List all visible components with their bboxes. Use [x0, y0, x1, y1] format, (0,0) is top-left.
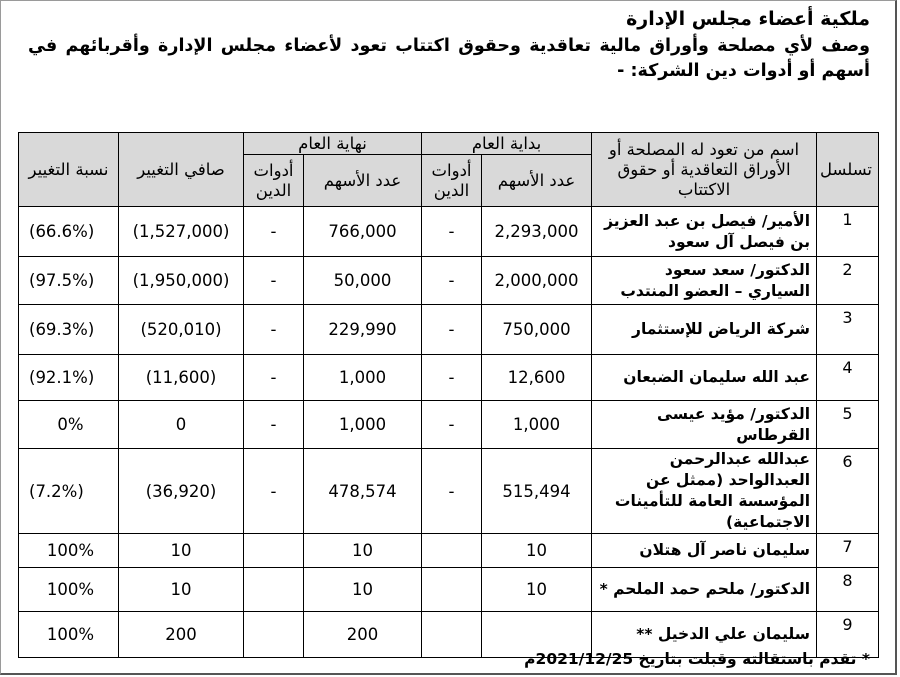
net-change-cell: 0 [119, 401, 244, 449]
description: وصف لأي مصلحة وأوراق مالية تعاقدية وحقوق اكتتاب تعود لأعضاء مجلس الإدارة وأقربائهم في أسهم أو أدوات دين الشركة: - [28, 36, 870, 81]
start-shares-cell: 2,293,000 [482, 207, 592, 257]
header-pct-change: نسبة التغيير [19, 133, 119, 207]
end-debt-cell: - [244, 355, 304, 401]
start-debt-cell: - [422, 355, 482, 401]
start-debt-cell: - [422, 257, 482, 305]
end-shares-cell: 766,000 [304, 207, 422, 257]
end-debt-cell [244, 534, 304, 568]
end-shares-cell: 10 [304, 568, 422, 612]
pct-change-cell: (69.3%) [19, 305, 119, 355]
end-debt-cell: - [244, 305, 304, 355]
serial-cell: 3 [817, 305, 879, 355]
header-start-debt: أدوات الدين [422, 155, 482, 207]
start-debt-cell [422, 534, 482, 568]
serial-cell: 1 [817, 207, 879, 257]
net-change-cell: (11,600) [119, 355, 244, 401]
end-debt-cell [244, 568, 304, 612]
header-end-of-year: نهاية العام [244, 133, 422, 155]
serial-cell: 4 [817, 355, 879, 401]
end-debt-cell: - [244, 449, 304, 534]
start-shares-cell: 1,000 [482, 401, 592, 449]
end-debt-cell: - [244, 401, 304, 449]
ownership-table [18, 132, 879, 658]
end-shares-cell: 1,000 [304, 355, 422, 401]
net-change-cell: 10 [119, 568, 244, 612]
net-change-cell: (1,950,000) [119, 257, 244, 305]
start-debt-cell: - [422, 401, 482, 449]
start-debt-cell: - [422, 207, 482, 257]
start-debt-cell: - [422, 449, 482, 534]
net-change-cell: 200 [119, 612, 244, 658]
start-debt-cell: - [422, 305, 482, 355]
pct-change-cell: (97.5%) [19, 257, 119, 305]
start-debt-cell [422, 568, 482, 612]
header-net-change: صافي التغيير [119, 133, 244, 207]
end-debt-cell: - [244, 257, 304, 305]
end-shares-cell: 200 [304, 612, 422, 658]
net-change-cell: (36,920) [119, 449, 244, 534]
end-shares-cell: 1,000 [304, 401, 422, 449]
page-title: ملكية أعضاء مجلس الإدارة [626, 8, 870, 30]
footnote: * تقدم باستقالته وقبلت بتاريخ 2021/12/25م [524, 650, 870, 668]
name-cell: عبد الله سليمان الضبعان [592, 355, 817, 401]
net-change-cell: 10 [119, 534, 244, 568]
net-change-cell: (1,527,000) [119, 207, 244, 257]
header-serial: تسلسل [817, 133, 879, 207]
net-change-cell: (520,010) [119, 305, 244, 355]
start-shares-cell: 10 [482, 568, 592, 612]
table-row [19, 449, 879, 534]
name-cell: عبدالله عبدالرحمن العبدالواحد (ممثل عن المؤسسة العامة للتأمينات الاجتماعية) [592, 449, 817, 534]
header-name: اسم من تعود له المصلحة أو الأوراق التعاقدية أو حقوق الاكتتاب [592, 133, 817, 207]
start-shares-cell: 515,494 [482, 449, 592, 534]
table-row [19, 401, 879, 449]
start-debt-cell [422, 612, 482, 658]
header-end-debt: أدوات الدين [244, 155, 304, 207]
pct-change-cell: 100% [19, 612, 119, 658]
start-shares-cell: 2,000,000 [482, 257, 592, 305]
table-row [19, 207, 879, 257]
serial-cell: 5 [817, 401, 879, 449]
end-shares-cell: 229,990 [304, 305, 422, 355]
pct-change-cell: (7.2%) [19, 449, 119, 534]
name-cell: شركة الرياض للإستثمار [592, 305, 817, 355]
name-cell: الدكتور/ مؤيد عيسى القرطاس [592, 401, 817, 449]
header-end-shares: عدد الأسهم [304, 155, 422, 207]
pct-change-cell: (92.1%) [19, 355, 119, 401]
end-shares-cell: 50,000 [304, 257, 422, 305]
header-start-of-year: بداية العام [422, 133, 592, 155]
end-debt-cell [244, 612, 304, 658]
end-shares-cell: 10 [304, 534, 422, 568]
start-shares-cell: 750,000 [482, 305, 592, 355]
start-shares-cell: 10 [482, 534, 592, 568]
serial-cell: 8 [817, 568, 879, 612]
pct-change-cell: 100% [19, 568, 119, 612]
pct-change-cell: 0% [19, 401, 119, 449]
serial-cell: 9 [817, 612, 879, 658]
serial-cell: 6 [817, 449, 879, 534]
table-row [19, 568, 879, 612]
table-row [19, 355, 879, 401]
header-start-shares: عدد الأسهم [482, 155, 592, 207]
table-row [19, 305, 879, 355]
serial-cell: 2 [817, 257, 879, 305]
name-cell: الأمير/ فيصل بن عبد العزيز بن فيصل آل سعود [592, 207, 817, 257]
serial-cell: 7 [817, 534, 879, 568]
name-cell: الدكتور/ سعد سعود السياري – العضو المنتدب [592, 257, 817, 305]
name-cell: سليمان علي الدخيل ** [592, 612, 817, 658]
table-row [19, 534, 879, 568]
name-cell: الدكتور/ ملحم حمد الملحم * [592, 568, 817, 612]
end-shares-cell: 478,574 [304, 449, 422, 534]
pct-change-cell: (66.6%) [19, 207, 119, 257]
pct-change-cell: 100% [19, 534, 119, 568]
end-debt-cell: - [244, 207, 304, 257]
start-shares-cell: 12,600 [482, 355, 592, 401]
table-row [19, 257, 879, 305]
name-cell: سليمان ناصر آل هتلان [592, 534, 817, 568]
